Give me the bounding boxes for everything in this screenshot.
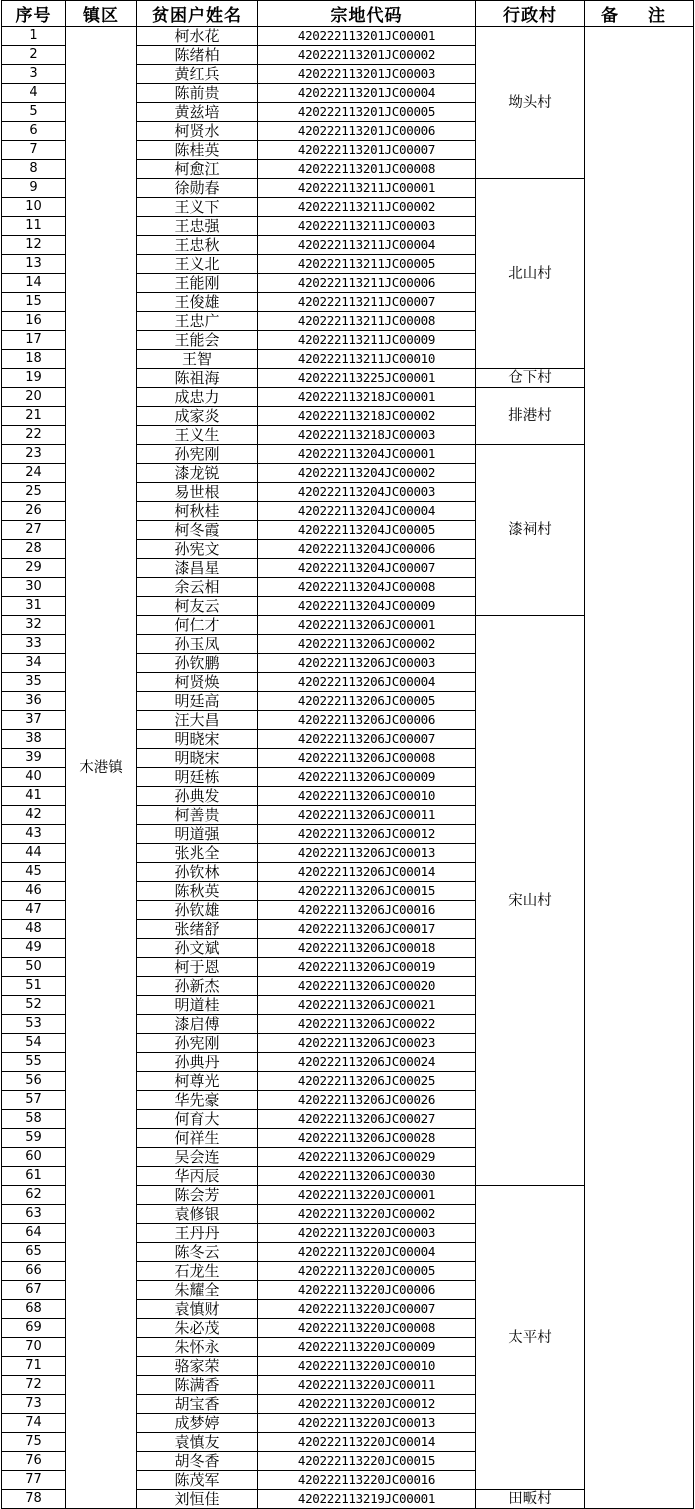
land-code: 420222113206JC00014 [258,863,476,882]
row-number: 14 [2,274,66,293]
row-number: 18 [2,350,66,369]
land-code: 420222113225JC00001 [258,369,476,388]
row-number: 59 [2,1129,66,1148]
land-code: 420222113218JC00001 [258,388,476,407]
household-name: 柯冬霞 [137,521,258,540]
household-name: 王能会 [137,331,258,350]
household-name: 柯尊光 [137,1072,258,1091]
land-code: 420222113206JC00012 [258,825,476,844]
row-number: 31 [2,597,66,616]
land-code: 420222113206JC00005 [258,692,476,711]
land-code: 420222113218JC00003 [258,426,476,445]
row-number: 35 [2,673,66,692]
household-name: 王义北 [137,255,258,274]
household-name: 华丙辰 [137,1167,258,1186]
row-number: 67 [2,1281,66,1300]
household-name: 孙钦林 [137,863,258,882]
land-code: 420222113201JC00002 [258,46,476,65]
household-name: 柯贤水 [137,122,258,141]
land-code: 420222113220JC00010 [258,1357,476,1376]
land-code: 420222113206JC00020 [258,977,476,996]
household-name: 陈前贵 [137,84,258,103]
household-name: 朱必茂 [137,1319,258,1338]
land-code: 420222113206JC00021 [258,996,476,1015]
row-number: 23 [2,445,66,464]
row-number: 17 [2,331,66,350]
row-number: 56 [2,1072,66,1091]
row-number: 6 [2,122,66,141]
household-name: 成梦婷 [137,1414,258,1433]
household-name: 孙钦雄 [137,901,258,920]
row-number: 50 [2,958,66,977]
row-number: 49 [2,939,66,958]
land-code: 420222113204JC00001 [258,445,476,464]
household-name: 孙典丹 [137,1053,258,1072]
row-number: 33 [2,635,66,654]
row-number: 28 [2,540,66,559]
village-cell: 北山村 [476,179,585,369]
household-name: 孙典发 [137,787,258,806]
household-name: 骆家荣 [137,1357,258,1376]
land-code: 420222113220JC00002 [258,1205,476,1224]
town-cell: 木港镇 [66,27,137,1509]
row-number: 2 [2,46,66,65]
row-number: 8 [2,160,66,179]
row-number: 57 [2,1091,66,1110]
row-number: 42 [2,806,66,825]
household-name: 柯水花 [137,27,258,46]
row-number: 65 [2,1243,66,1262]
village-cell: 太平村 [476,1186,585,1490]
row-number: 41 [2,787,66,806]
row-number: 36 [2,692,66,711]
header-no: 序号 [2,1,66,27]
row-number: 20 [2,388,66,407]
land-code: 420222113204JC00003 [258,483,476,502]
land-code: 420222113206JC00003 [258,654,476,673]
household-name: 柯友云 [137,597,258,616]
header-note: 备 注 [585,1,694,27]
land-code: 420222113201JC00004 [258,84,476,103]
land-code: 420222113206JC00023 [258,1034,476,1053]
household-name: 孙新杰 [137,977,258,996]
household-name: 王能刚 [137,274,258,293]
household-name: 张兆全 [137,844,258,863]
row-number: 27 [2,521,66,540]
row-number: 71 [2,1357,66,1376]
land-code: 420222113204JC00009 [258,597,476,616]
household-name: 明廷高 [137,692,258,711]
household-name: 柯秋桂 [137,502,258,521]
row-number: 55 [2,1053,66,1072]
header-village: 行政村 [476,1,585,27]
land-code: 420222113201JC00006 [258,122,476,141]
household-name: 华先豪 [137,1091,258,1110]
land-code: 420222113206JC00025 [258,1072,476,1091]
land-code: 420222113211JC00004 [258,236,476,255]
row-number: 77 [2,1471,66,1490]
household-name: 王忠广 [137,312,258,331]
land-code: 420222113201JC00008 [258,160,476,179]
land-code: 420222113220JC00003 [258,1224,476,1243]
row-number: 16 [2,312,66,331]
row-number: 72 [2,1376,66,1395]
row-number: 4 [2,84,66,103]
row-number: 78 [2,1490,66,1509]
land-code: 420222113206JC00001 [258,616,476,635]
household-name: 余云相 [137,578,258,597]
household-name: 柯善贵 [137,806,258,825]
household-name: 何仁才 [137,616,258,635]
land-code: 420222113206JC00002 [258,635,476,654]
row-number: 76 [2,1452,66,1471]
land-code: 420222113211JC00008 [258,312,476,331]
row-number: 5 [2,103,66,122]
household-name: 汪大昌 [137,711,258,730]
household-name: 明道桂 [137,996,258,1015]
household-name: 陈秋英 [137,882,258,901]
row-number: 26 [2,502,66,521]
household-name: 孙宪刚 [137,1034,258,1053]
land-code: 420222113211JC00001 [258,179,476,198]
row-number: 40 [2,768,66,787]
land-code: 420222113211JC00009 [258,331,476,350]
household-name: 漆启傅 [137,1015,258,1034]
row-number: 70 [2,1338,66,1357]
household-name: 孙钦鹏 [137,654,258,673]
land-code: 420222113206JC00027 [258,1110,476,1129]
land-code: 420222113206JC00022 [258,1015,476,1034]
household-name: 徐勋春 [137,179,258,198]
land-code: 420222113206JC00015 [258,882,476,901]
row-number: 1 [2,27,66,46]
household-name: 胡宝香 [137,1395,258,1414]
row-number: 66 [2,1262,66,1281]
table-body [2,27,694,1509]
household-name: 明廷栋 [137,768,258,787]
household-name: 王忠强 [137,217,258,236]
table-header-row [2,1,694,27]
row-number: 61 [2,1167,66,1186]
row-number: 29 [2,559,66,578]
land-code: 420222113220JC00011 [258,1376,476,1395]
row-number: 37 [2,711,66,730]
land-code: 420222113218JC00002 [258,407,476,426]
household-name: 明道强 [137,825,258,844]
row-number: 13 [2,255,66,274]
land-code: 420222113211JC00002 [258,198,476,217]
row-number: 60 [2,1148,66,1167]
household-name: 吴会连 [137,1148,258,1167]
row-number: 3 [2,65,66,84]
household-name: 袁慎财 [137,1300,258,1319]
household-name: 成忠力 [137,388,258,407]
row-number: 12 [2,236,66,255]
land-code: 420222113206JC00008 [258,749,476,768]
land-code: 420222113206JC00009 [258,768,476,787]
row-number: 38 [2,730,66,749]
row-number: 47 [2,901,66,920]
land-code: 420222113206JC00030 [258,1167,476,1186]
household-name: 王智 [137,350,258,369]
household-name: 袁慎友 [137,1433,258,1452]
land-code: 420222113204JC00002 [258,464,476,483]
household-name: 王丹丹 [137,1224,258,1243]
row-number: 34 [2,654,66,673]
land-code: 420222113211JC00003 [258,217,476,236]
household-name: 孙宪刚 [137,445,258,464]
land-code: 420222113204JC00005 [258,521,476,540]
household-name: 陈祖海 [137,369,258,388]
land-code: 420222113206JC00017 [258,920,476,939]
village-cell: 坳头村 [476,27,585,179]
household-name: 陈绪柏 [137,46,258,65]
household-name: 漆龙锐 [137,464,258,483]
row-number: 24 [2,464,66,483]
household-name: 明晓宋 [137,730,258,749]
row-number: 58 [2,1110,66,1129]
land-code: 420222113206JC00026 [258,1091,476,1110]
household-name: 柯贤焕 [137,673,258,692]
household-name: 陈满香 [137,1376,258,1395]
land-code: 420222113204JC00007 [258,559,476,578]
row-number: 48 [2,920,66,939]
row-number: 74 [2,1414,66,1433]
village-cell: 田畈村 [476,1490,585,1509]
village-cell: 宋山村 [476,616,585,1186]
land-code: 420222113204JC00004 [258,502,476,521]
land-code: 420222113219JC00001 [258,1490,476,1509]
header-town: 镇区 [66,1,137,27]
household-name: 孙文斌 [137,939,258,958]
land-code: 420222113220JC00015 [258,1452,476,1471]
header-name: 贫困户姓名 [137,1,258,27]
row-number: 25 [2,483,66,502]
household-name: 朱怀永 [137,1338,258,1357]
land-code: 420222113206JC00029 [258,1148,476,1167]
land-code: 420222113220JC00006 [258,1281,476,1300]
land-code: 420222113201JC00001 [258,27,476,46]
land-code: 420222113220JC00005 [258,1262,476,1281]
land-code: 420222113206JC00024 [258,1053,476,1072]
land-code: 420222113220JC00008 [258,1319,476,1338]
row-number: 11 [2,217,66,236]
land-code: 420222113220JC00004 [258,1243,476,1262]
household-name: 王义生 [137,426,258,445]
row-number: 9 [2,179,66,198]
household-name: 袁修银 [137,1205,258,1224]
row-number: 7 [2,141,66,160]
household-name: 易世根 [137,483,258,502]
row-number: 30 [2,578,66,597]
land-code: 420222113220JC00014 [258,1433,476,1452]
land-code: 420222113204JC00008 [258,578,476,597]
row-number: 69 [2,1319,66,1338]
land-code: 420222113206JC00018 [258,939,476,958]
household-name: 漆昌星 [137,559,258,578]
household-name: 张绪舒 [137,920,258,939]
land-code: 420222113211JC00007 [258,293,476,312]
row-number: 22 [2,426,66,445]
village-cell: 排港村 [476,388,585,445]
row-number: 63 [2,1205,66,1224]
household-name: 陈茂军 [137,1471,258,1490]
row-number: 52 [2,996,66,1015]
row-number: 21 [2,407,66,426]
household-name: 王义下 [137,198,258,217]
household-name: 黄红兵 [137,65,258,84]
household-name: 陈冬云 [137,1243,258,1262]
land-code: 420222113206JC00004 [258,673,476,692]
land-code: 420222113220JC00009 [258,1338,476,1357]
row-number: 10 [2,198,66,217]
land-code: 420222113206JC00016 [258,901,476,920]
household-name: 孙宪文 [137,540,258,559]
household-name: 孙玉凤 [137,635,258,654]
land-code: 420222113206JC00007 [258,730,476,749]
land-code: 420222113206JC00006 [258,711,476,730]
land-code: 420222113206JC00019 [258,958,476,977]
household-name: 陈会芳 [137,1186,258,1205]
row-number: 68 [2,1300,66,1319]
row-number: 44 [2,844,66,863]
header-code: 宗地代码 [258,1,476,27]
poverty-household-land-table [1,0,694,1509]
table-row [2,27,694,46]
household-name: 柯愈江 [137,160,258,179]
row-number: 19 [2,369,66,388]
land-code: 420222113211JC00006 [258,274,476,293]
land-code: 420222113220JC00016 [258,1471,476,1490]
household-name: 柯于恩 [137,958,258,977]
row-number: 51 [2,977,66,996]
row-number: 15 [2,293,66,312]
land-code: 420222113206JC00028 [258,1129,476,1148]
row-number: 73 [2,1395,66,1414]
row-number: 43 [2,825,66,844]
land-code: 420222113220JC00007 [258,1300,476,1319]
row-number: 32 [2,616,66,635]
household-name: 何祥生 [137,1129,258,1148]
household-name: 明晓宋 [137,749,258,768]
land-code: 420222113201JC00003 [258,65,476,84]
row-number: 39 [2,749,66,768]
note-cell [585,27,694,1509]
household-name: 王忠秋 [137,236,258,255]
row-number: 53 [2,1015,66,1034]
row-number: 75 [2,1433,66,1452]
land-code: 420222113220JC00001 [258,1186,476,1205]
household-name: 成家炎 [137,407,258,426]
household-name: 王俊雄 [137,293,258,312]
row-number: 64 [2,1224,66,1243]
land-code: 420222113206JC00010 [258,787,476,806]
land-code: 420222113211JC00005 [258,255,476,274]
household-name: 何育大 [137,1110,258,1129]
land-code: 420222113220JC00013 [258,1414,476,1433]
row-number: 46 [2,882,66,901]
household-name: 陈桂英 [137,141,258,160]
row-number: 45 [2,863,66,882]
village-cell: 漆祠村 [476,445,585,616]
row-number: 62 [2,1186,66,1205]
land-code: 420222113201JC00005 [258,103,476,122]
land-code: 420222113220JC00012 [258,1395,476,1414]
row-number: 54 [2,1034,66,1053]
household-name: 黄兹培 [137,103,258,122]
land-code: 420222113206JC00013 [258,844,476,863]
land-code: 420222113204JC00006 [258,540,476,559]
household-name: 朱耀全 [137,1281,258,1300]
land-code: 420222113206JC00011 [258,806,476,825]
household-name: 石龙生 [137,1262,258,1281]
land-code: 420222113211JC00010 [258,350,476,369]
village-cell: 仓下村 [476,369,585,388]
household-name: 胡冬香 [137,1452,258,1471]
household-name: 刘恒佳 [137,1490,258,1509]
land-code: 420222113201JC00007 [258,141,476,160]
